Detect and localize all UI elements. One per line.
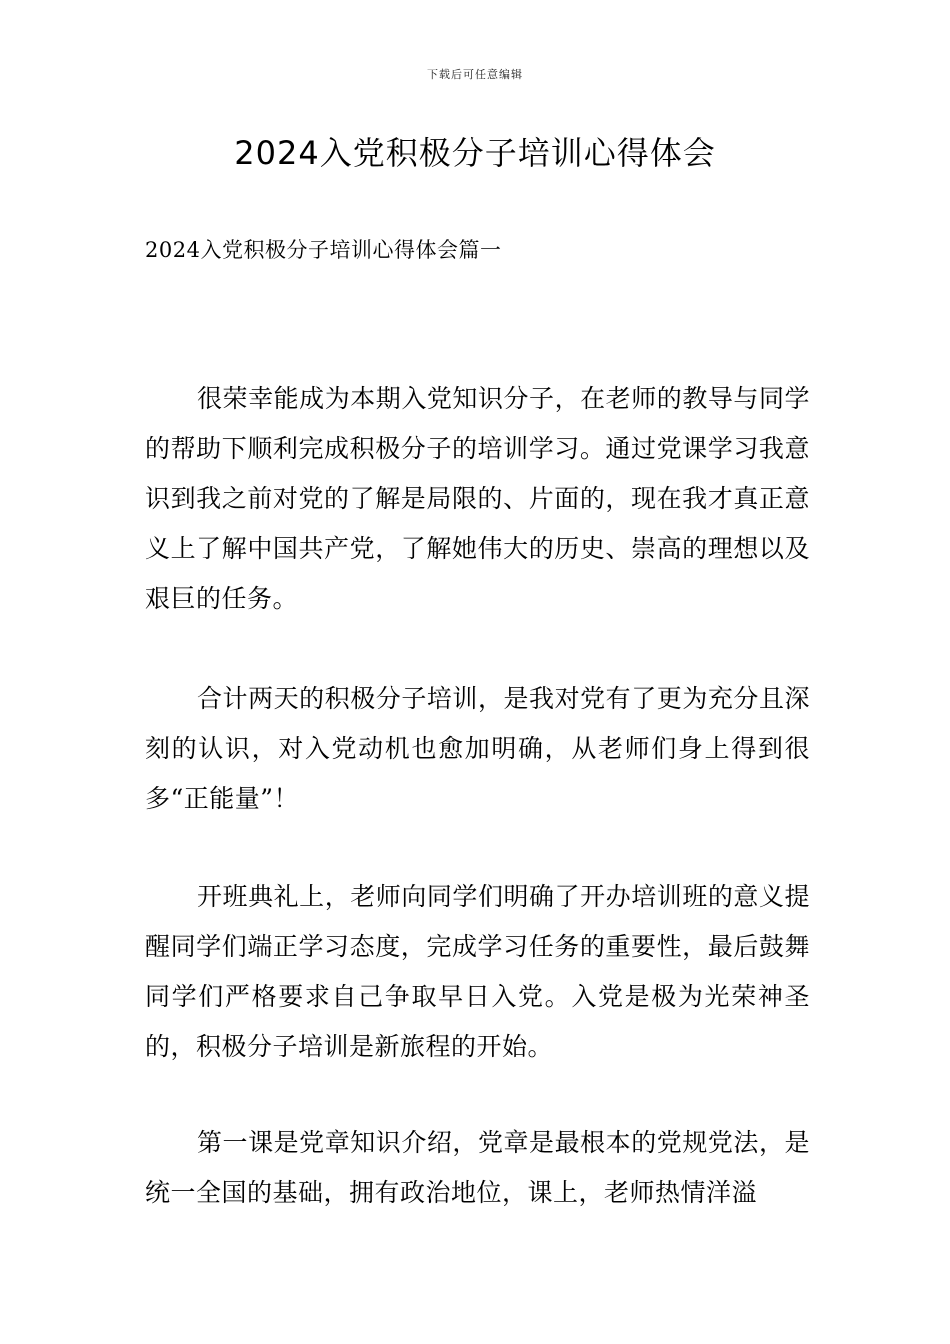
- paragraph-1: 很荣幸能成为本期入党知识分子，在老师的教导与同学的帮助下顺利完成积极分子的培训学习。通过党课学习我意识到我之前对党的了解是局限的、片面的，现在我才真正意义上了解中国共产党，了解她伟大的历史、崇高的理想以及艰巨的任务。: [145, 384, 810, 613]
- document-title: 2024入党积极分子培训心得体会: [234, 134, 716, 172]
- paragraph-3: 开班典礼上，老师向同学们明确了开办培训班的意义提醒同学们端正学习态度，完成学习任务的重要性，最后鼓舞同学们严格要求自己争取早日入党。入党是极为光荣神圣的，积极分子培训是新旅程的开始。: [145, 882, 810, 1061]
- paragraph-2: 合计两天的积极分子培训，是我对党有了更为充分且深刻的认识，对入党动机也愈加明确，从老师们身上得到很多“正能量”！: [145, 684, 810, 813]
- header-note: 下载后可任意编辑: [427, 68, 523, 81]
- paragraph-4: 第一课是党章知识介绍，党章是最根本的党规党法，是统一全国的基础，拥有政治地位，课上，老师热情洋溢: [145, 1128, 810, 1207]
- section-subtitle: 2024入党积极分子培训心得体会篇一: [145, 238, 502, 262]
